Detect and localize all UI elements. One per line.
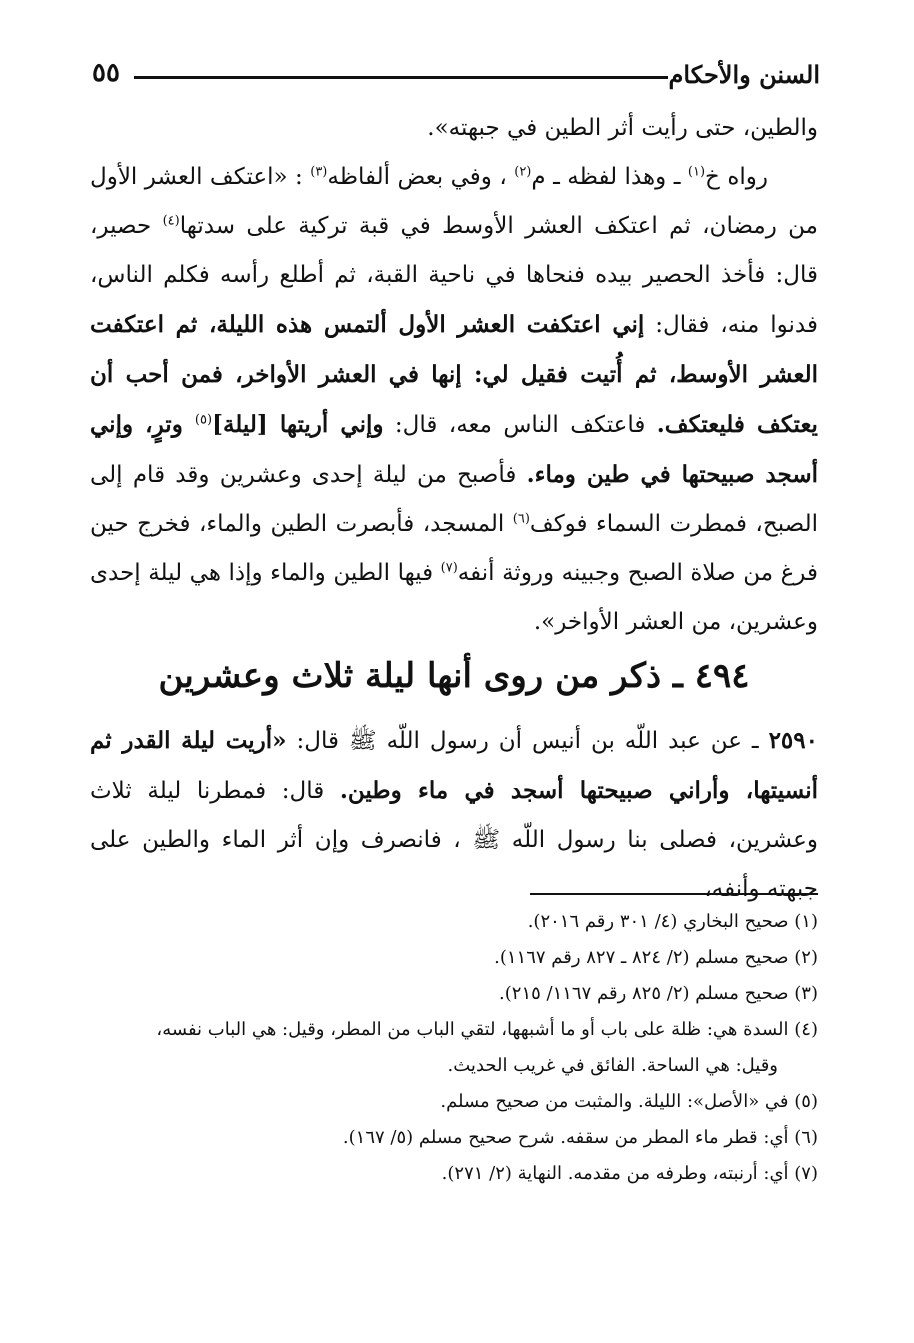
text-run: رواه خ [705,164,769,190]
footnote-4-line-1: (٤) السدة هي: ظلة على باب أو ما أشبهها، لتقي الباب من المطر، وقيل: هي الباب نفسه، [156,1019,818,1040]
footnote-ref-6: (٦) [512,511,530,527]
prophet-saying-bold: وإني أريتها [ليلة] [212,411,384,438]
page-number: ٥٥ [92,58,120,88]
text-run: ـ وهذا لفظه ـ م [531,164,688,190]
footnote-ref-3: (٣) [310,164,328,180]
text-run: فيها الطين والماء وإذا هي ليلة إحدى وعشرين، من العشر الأواخر». [90,560,818,635]
footnote-ref-7: (٧) [440,560,458,576]
running-title: السنن والأحكام [668,60,820,89]
hadith-number: ٢٥٩٠ [768,727,818,754]
section-heading: ٤٩٤ ـ ذكر من روى أنها ليلة ثلاث وعشرين [158,656,750,696]
hadith-paragraph [90,716,818,914]
text-run: فأصبح من ليلة إحدى وعشرين وقد قام إلى الصبح، فمطرت السماء فوكف [90,462,818,537]
prophet-saying-bold: وترٍ، وإني أسجد صبيحتها في طين وماء. [90,411,818,488]
text-run: ـ عن عبد اللّه بن أنيس أن رسول اللّه ﷺ قال: [286,728,769,754]
text-run: قال: فمطرنا ليلة ثلاث وعشرين، فصلى بنا رسول اللّه ﷺ ، فانصرف وإن أثر الماء والطين على جبهته وأنفه، [90,778,818,902]
text-run: : «اعتكف العشر الأول من رمضان، ثم اعتكف العشر الأوسط في قبة تركية على سدتها [90,164,819,239]
footnote-ref-4: (٤) [162,213,180,229]
paragraph-continuation: والطين، حتى رأيت أثر الطين في جبهته». [427,115,818,141]
footnote-separator [530,893,818,895]
footnote-ref-5: (٥) [194,412,213,428]
footnote-4-line-2: وقيل: هي الساحة. الفائق في غريب الحديث. [447,1055,778,1076]
footnote-6: (٦) أي: قطر ماء المطر من سقفه. شرح صحيح مسلم (٥/ ١٦٧). [342,1127,818,1148]
main-text [90,104,818,647]
paragraph-narration [90,153,818,647]
footnote-5: (٥) في «الأصل»: الليلة. والمثبت من صحيح مسلم. [440,1091,818,1112]
prophet-saying-bold: إني اعتكفت العشر الأول ألتمس هذه الليلة، ثم اعتكفت العشر الأوسط، ثم أُتيت فقيل لي: إنها في العشر الأواخر، فمن أحب أن يعتكف فليعتكف. [90,311,818,438]
footnote-7: (٧) أي: أرنبته، وطرفه من مقدمه. النهاية (٢/ ٢٧١). [441,1163,818,1184]
hadith-text [90,716,818,914]
text-run: ، وفي بعض ألفاظه [327,164,515,190]
prophet-saying-bold: «أريت ليلة القدر ثم أنسيتها، وأراني صبيحتها أسجد في ماء وطين. [90,727,818,804]
text-run: المسجد، فأبصرت الطين والماء، فخرج حين فرغ من صلاة الصبح وجبينه وروثة أنفه [90,511,818,586]
header-rule [134,76,668,79]
text-run: حصير، قال: فأخذ الحصير بيده فنحاها في ناحية القبة، ثم أطلع رأسه فكلم الناس، فدنوا منه، فقال: [90,213,818,338]
page-header [92,58,820,98]
footnote-1: (١) صحيح البخاري (٤/ ٣٠١ رقم ٢٠١٦). [527,911,818,932]
footnote-4 [90,1012,818,1084]
text-run: فاعتكف الناس معه، قال: [383,412,657,438]
footnote-ref-1: (١) [687,164,706,180]
footnotes [90,904,818,1192]
footnote-3: (٣) صحيح مسلم (٢/ ٨٢٥ رقم ١١٦٧/ ٢١٥). [499,983,818,1004]
footnote-2: (٢) صحيح مسلم (٢/ ٨٢٤ ـ ٨٢٧ رقم ١١٦٧). [494,947,818,968]
footnote-ref-2: (٢) [514,164,532,180]
